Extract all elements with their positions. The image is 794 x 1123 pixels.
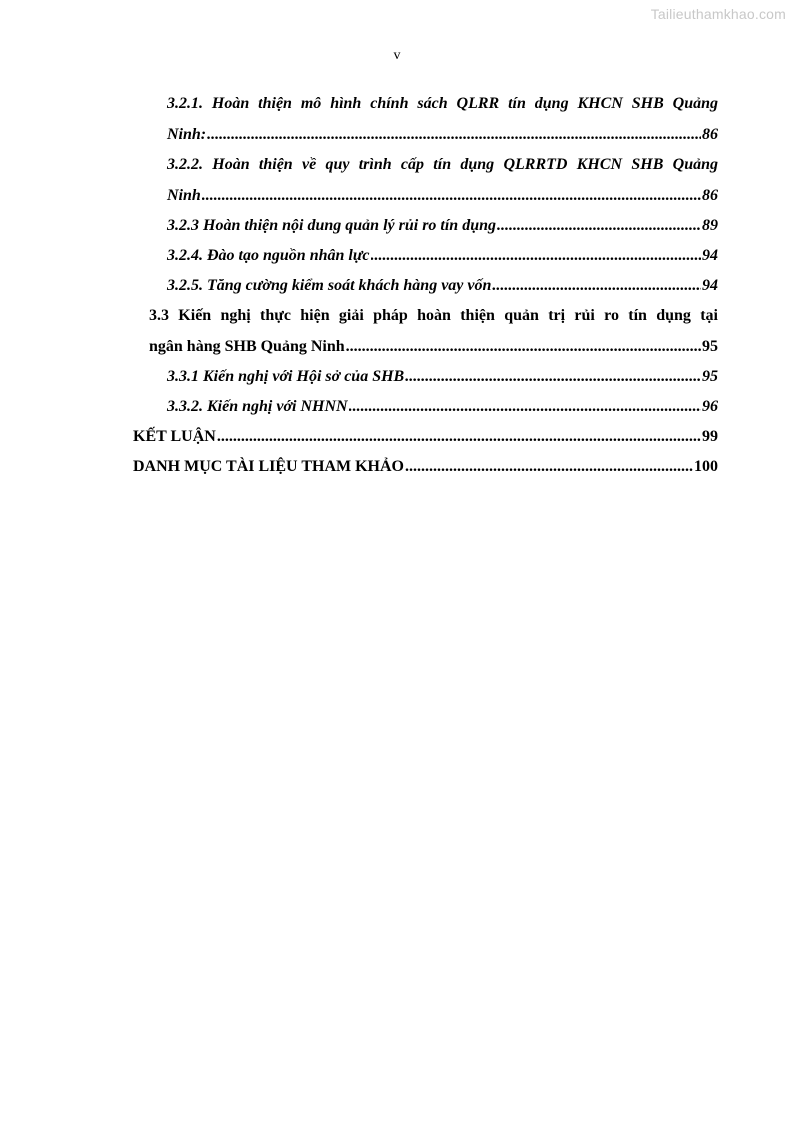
toc-entry-title: 3.3.2. Kiến nghị với NHNN bbox=[167, 398, 348, 415]
toc-entry-title: KẾT LUẬN bbox=[133, 428, 216, 445]
toc-leader-dots bbox=[492, 274, 701, 298]
toc-entry-title-cont: Ninh bbox=[167, 187, 201, 204]
toc-leader-dots bbox=[217, 425, 701, 449]
toc-page-number: 94 bbox=[702, 277, 718, 294]
toc-page-number: 86 bbox=[702, 187, 718, 204]
toc-page-number: 96 bbox=[702, 398, 718, 415]
toc-leader-dots bbox=[405, 455, 693, 479]
toc-page-number: 94 bbox=[702, 247, 718, 264]
toc-leader-dots bbox=[497, 214, 701, 238]
toc-page-number: 95 bbox=[702, 368, 718, 385]
toc-entry-title: 3.3 Kiến nghị thực hiện giải pháp hoàn thiện quản trị rủi ro tín dụng tại bbox=[149, 307, 718, 324]
toc-entry-title: 3.2.5. Tăng cường kiểm soát khách hàng vay vốn bbox=[167, 277, 492, 294]
toc-entry-title: 3.2.3 Hoàn thiện nội dung quản lý rủi ro tín dụng bbox=[167, 217, 496, 234]
toc-entry-title: 3.3.1 Kiến nghị với Hội sở của SHB bbox=[167, 368, 405, 385]
toc-leader-dots bbox=[349, 395, 701, 419]
toc-entry-title: 3.2.1. Hoàn thiện mô hình chính sách QLRR tín dụng KHCN SHB Quảng bbox=[167, 95, 718, 112]
toc-page-number: 100 bbox=[694, 458, 718, 475]
toc-leader-dots bbox=[207, 123, 701, 147]
toc-page-number: 95 bbox=[702, 338, 718, 355]
toc-entry-title: 3.2.4. Đào tạo nguồn nhân lực bbox=[167, 247, 370, 264]
toc-entry-title-cont: ngân hàng SHB Quảng Ninh bbox=[149, 338, 345, 355]
toc-leader-dots bbox=[371, 244, 701, 268]
watermark: Tailieuthamkhao.com bbox=[650, 6, 786, 22]
toc-page-number: 86 bbox=[702, 126, 718, 143]
toc-leader-dots bbox=[405, 365, 701, 389]
toc-page-number: 89 bbox=[702, 217, 718, 234]
toc-entry-title: 3.2.2. Hoàn thiện về quy trình cấp tín dụng QLRRTD KHCN SHB Quảng bbox=[167, 156, 718, 173]
toc-leader-dots bbox=[346, 335, 701, 359]
page-number: v bbox=[393, 48, 401, 63]
toc-leader-dots bbox=[202, 184, 701, 208]
toc-page-number: 99 bbox=[702, 428, 718, 445]
toc-entry-title-cont: Ninh: bbox=[167, 126, 207, 143]
toc-entry-title: DANH MỤC TÀI LIỆU THAM KHẢO bbox=[133, 458, 404, 475]
